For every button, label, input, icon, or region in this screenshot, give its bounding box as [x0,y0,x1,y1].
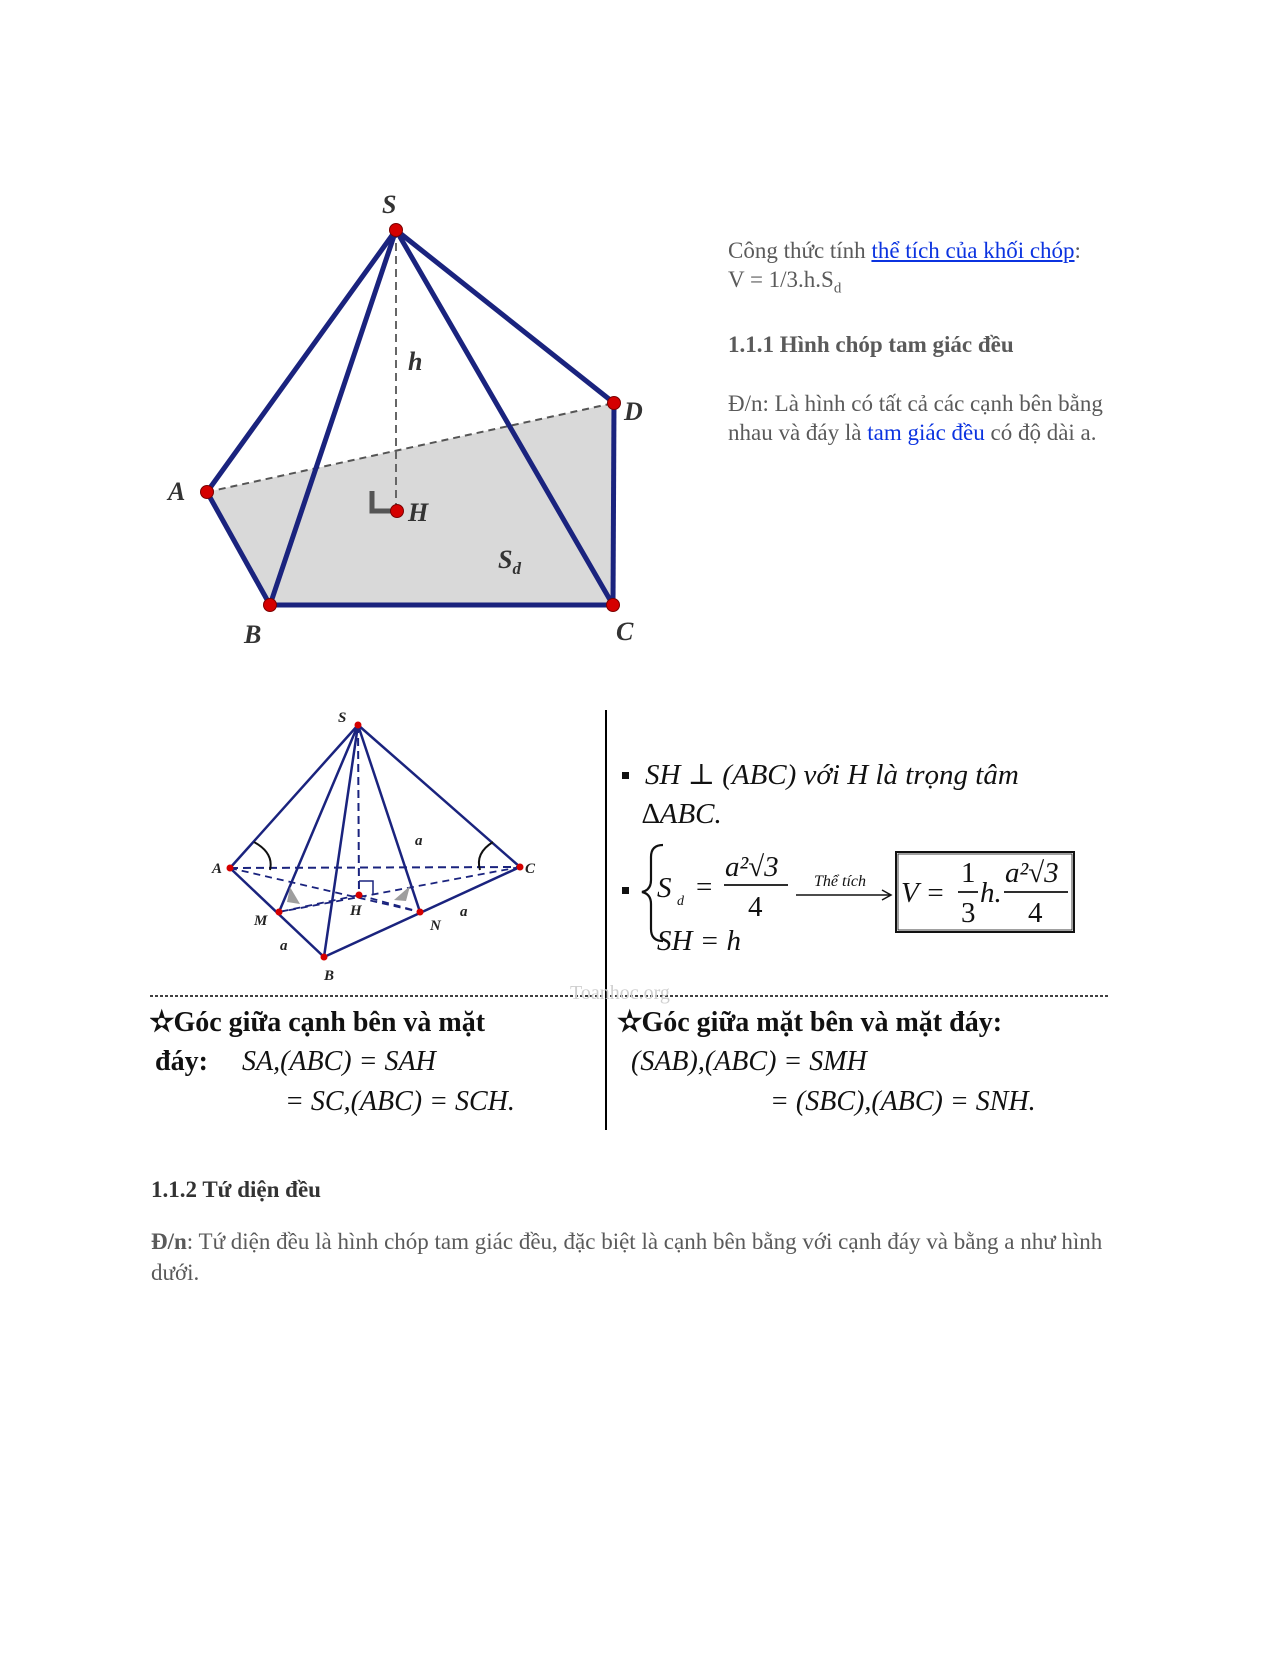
label-H: H [408,498,429,527]
label-D: D [624,397,643,426]
V-h: h. [980,877,1002,909]
left-eq-1: SA,(ABC) = SAH [242,1046,436,1077]
edge-SA [207,230,396,492]
label-Sd: $S_d$ [498,545,521,578]
V-den: 4 [1028,897,1043,929]
right-eq-2: = (SBC),(ABC) = SNH. [770,1086,1036,1117]
edge-AC2 [230,867,520,868]
edge-SA2 [230,725,358,868]
label-S2: S [338,710,347,726]
label-a-left: a [280,938,288,954]
label-A: A [168,477,186,506]
V-three: 3 [961,897,976,929]
label-M2: M [254,913,268,929]
edge-SD [396,230,614,403]
right-title: ✫Góc giữa mặt bên và mặt đáy: [618,1007,1003,1038]
equilateral-triangle-link[interactable]: tam giác đều [867,419,985,445]
triangular-pyramid-panel [150,705,1120,1135]
point-D [608,397,621,410]
left-title-2: đáy: [155,1046,208,1077]
label-C2: C [525,861,536,877]
label-C: C [616,617,634,646]
sys-SH: SH = h [657,925,742,957]
bullet-2 [622,887,629,894]
label-B: B [244,620,262,649]
left-eq-2: = SC,(ABC) = SCH. [285,1086,515,1117]
edge-CD [613,403,614,605]
formula-suffix: : [1074,238,1081,263]
angle-arc-A [254,842,271,870]
left-title-1: ✫Góc giữa cạnh bên và mặt [150,1007,486,1038]
V-one: 1 [961,857,976,889]
watermark: Toanhoc.org [570,982,670,1004]
point-S2 [355,722,362,729]
point-H [391,505,404,518]
definition-regular-tetrahedron: Đ/n: Tứ diện đều là hình chóp tam giác đều, đặc biệt là cạnh bên bằng với cạnh đáy và bằng a như hình dưới. [151,1229,1103,1285]
bullet-1 [622,772,629,779]
bullet1-text: SH ⊥ (ABC) với H là trọng tâm [645,759,1019,791]
edge-SB2 [324,725,358,957]
point-H2 [356,892,363,899]
right-eq-1: (SAB),(ABC) = SMH [631,1046,867,1077]
sys-S: S [657,872,672,904]
volume-formula-block [728,236,1148,447]
sys-num: a²√3 [725,851,779,883]
sys-den: 4 [748,891,763,923]
label-h: h [408,347,423,376]
V-lhs: V = [901,877,946,909]
heading-regular-tetrahedron: 1.1.2 Tứ diện đều [151,1177,321,1202]
volume-formula-link[interactable]: thể tích của khối chóp [871,238,1075,263]
angle-arc-C [479,842,493,870]
label-A2: A [212,861,223,877]
sys-sub-d: d [677,894,684,909]
point-B [264,599,277,612]
label-B2: B [324,968,335,984]
formula-prefix: Công thức tính [728,238,872,263]
label-H2: H [350,903,362,919]
point-M2 [276,909,283,916]
edge-HN [359,895,420,912]
point-C [607,599,620,612]
point-A2 [227,865,234,872]
sys-eq: = [696,871,713,903]
point-C2 [517,864,524,871]
label-S: S [382,190,397,219]
point-B2 [321,954,328,961]
bullet1-text-b: ∆ABC. [642,798,722,830]
V-num: a²√3 [1005,857,1059,889]
angle-arc-N [394,886,410,901]
edge-CM [279,867,520,912]
edge-SM [279,725,358,912]
formula-line [728,236,1148,265]
edge-SH2 [358,725,359,895]
arrow-label: Thể tích [814,873,866,890]
label-N2: N [430,918,441,934]
heading-regular-triangular-pyramid: 1.1.1 Hình chóp tam giác đều [728,331,1014,357]
point-S [390,224,403,237]
volume-formula: $V = 1/3.h.S_d$ [728,267,842,297]
label-a-right: a [460,904,468,920]
point-A [201,486,214,499]
pyramid-figure [150,180,700,660]
definition-regular-pyramid: Đ/n: Là hình có tất cả các cạnh bên bằng nhau và đáy là tam giác đều có độ dài a. [728,390,1103,445]
edge-AN [230,868,420,912]
label-a-top: a [415,833,423,849]
point-N2 [417,909,424,916]
